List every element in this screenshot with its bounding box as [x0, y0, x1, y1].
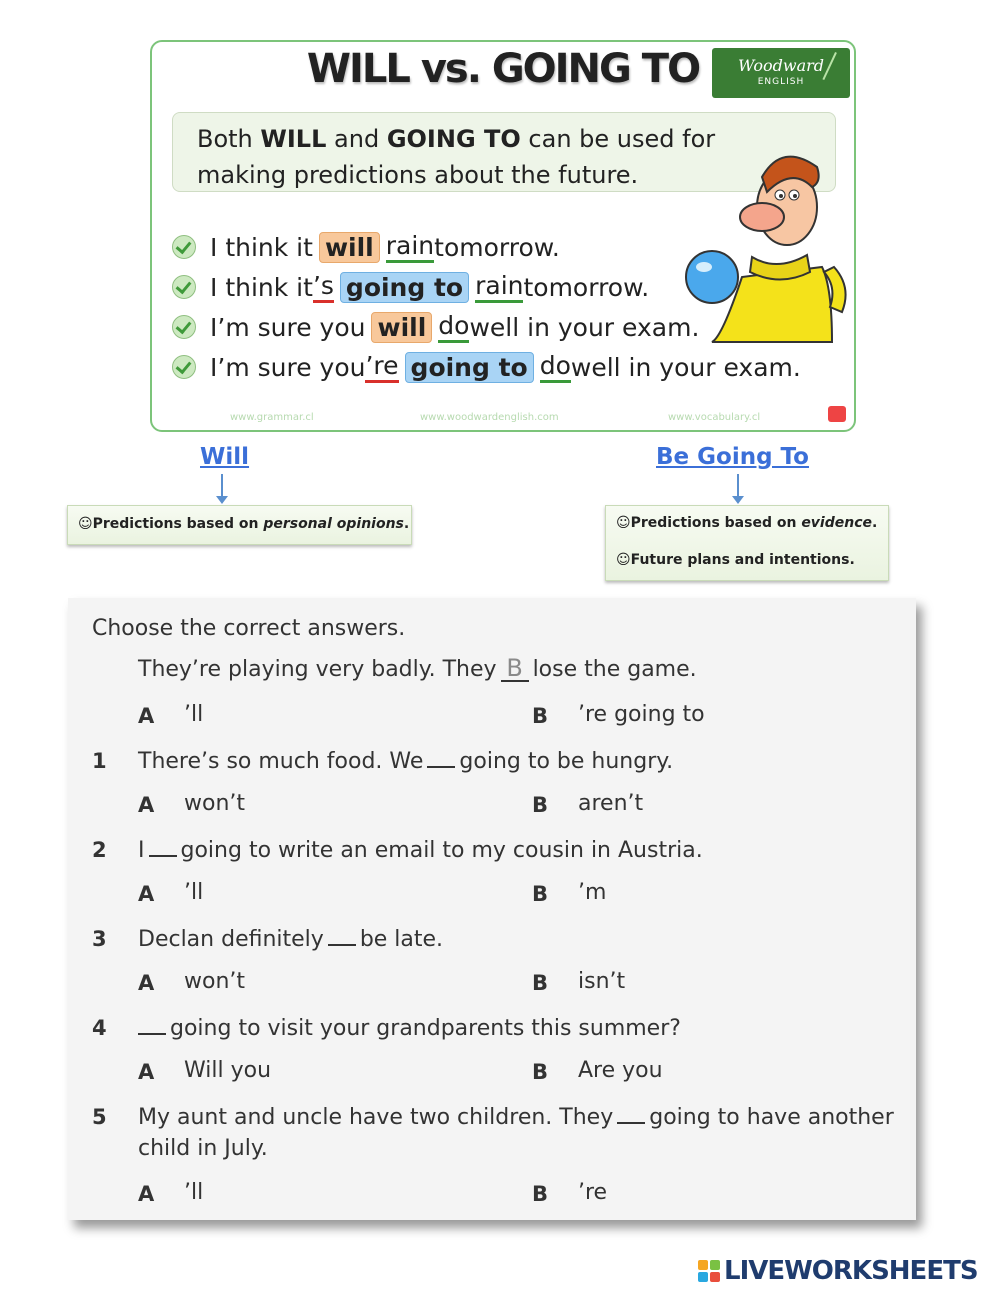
intro-going: GOING TO	[386, 125, 521, 153]
option-letter-b: B	[532, 1060, 549, 1084]
answer-blank[interactable]	[138, 1011, 166, 1035]
going-note-line-2: ☺Future plans and intentions.	[616, 552, 855, 568]
question-5-line-2: child in July.	[138, 1136, 268, 1161]
question-4	[138, 1011, 681, 1045]
question-number: 4	[92, 1016, 107, 1040]
example-option-b[interactable]: ’re going to	[578, 702, 705, 727]
ex-verb: rain	[475, 271, 523, 303]
option-letter-a: A	[138, 1182, 155, 1206]
note-emphasis: personal opinions	[263, 516, 404, 532]
option-letter-b: B	[532, 793, 549, 817]
intro-text: can be used for	[520, 125, 716, 153]
option-letter-a: A	[138, 704, 155, 728]
ex-text: well in your exam.	[469, 312, 700, 342]
liveworksheets-logo-icon	[698, 1260, 720, 1282]
ex-text: I think it	[210, 232, 313, 262]
ex-text: I’m sure you	[210, 312, 366, 342]
will-label: Will	[200, 444, 250, 470]
check-icon	[172, 355, 196, 379]
q-text: going to have another	[649, 1105, 894, 1130]
check-icon	[172, 275, 196, 299]
fortune-teller-illustration	[682, 137, 852, 347]
q2-option-b[interactable]: ’m	[578, 880, 607, 905]
grammar-slide	[150, 40, 856, 432]
option-letter-b: B	[532, 704, 549, 728]
ex-text: well in your exam.	[570, 352, 801, 382]
footer-link-woodward: www.woodwardenglish.com	[420, 412, 559, 423]
exercise-panel	[68, 598, 916, 1220]
note-text: .	[403, 516, 410, 532]
question-2	[138, 833, 703, 867]
question-number: 3	[92, 927, 107, 951]
note-text: .	[872, 515, 878, 531]
ex-text: tomorrow.	[434, 232, 560, 262]
q5-option-b[interactable]: ’re	[578, 1180, 608, 1205]
answer-blank[interactable]	[427, 744, 455, 768]
option-letter-b: B	[532, 971, 549, 995]
intro-text: Both	[197, 125, 261, 153]
note-text: ☺Predictions based on	[616, 515, 802, 531]
option-letter-a: A	[138, 882, 155, 906]
check-icon	[172, 315, 196, 339]
will-note-line	[78, 516, 409, 532]
q-text: going to visit your grandparents this summer?	[170, 1016, 681, 1041]
q-text: lose the game.	[532, 657, 697, 682]
slide-footer	[152, 412, 854, 426]
logo-square	[698, 1260, 708, 1270]
going-arrow-icon	[737, 474, 739, 498]
q5-option-a[interactable]: ’ll	[184, 1180, 204, 1205]
example-answer: B	[501, 656, 529, 682]
question-1	[138, 744, 673, 778]
q4-option-b[interactable]: Are you	[578, 1058, 663, 1083]
q3-option-b[interactable]: isn’t	[578, 969, 626, 994]
question-number: 2	[92, 838, 107, 862]
logo-main: Woodward	[738, 56, 824, 75]
answer-blank[interactable]	[617, 1100, 645, 1124]
q3-option-a[interactable]: won’t	[184, 969, 246, 994]
slide-title: WILL vs. GOING TO	[306, 46, 700, 92]
ex-contraction: ’s	[313, 271, 334, 303]
q-text: They’re playing very badly. They	[138, 657, 497, 682]
q-text: be late.	[359, 927, 444, 952]
highlight-going-to: going to	[340, 272, 469, 303]
ex-contraction: ’re	[365, 351, 398, 383]
q1-option-a[interactable]: won’t	[184, 791, 246, 816]
going-note-line-1	[616, 515, 877, 531]
liveworksheets-brand	[698, 1256, 978, 1286]
option-letter-b: B	[532, 1182, 549, 1206]
woodward-logo	[712, 48, 850, 98]
q-text: I	[138, 838, 145, 863]
will-note	[67, 505, 412, 545]
instruction: Choose the correct answers.	[92, 616, 406, 641]
ex-verb: do	[540, 351, 571, 383]
footer-link-vocabulary: www.vocabulary.cl	[668, 412, 761, 423]
intro-line-2: making predictions about the future.	[197, 161, 639, 189]
note-text: ☺Predictions based on	[78, 516, 264, 532]
highlight-will: will	[371, 312, 432, 343]
q2-option-a[interactable]: ’ll	[184, 880, 204, 905]
example-option-a[interactable]: ’ll	[184, 702, 204, 727]
q-text: going to be hungry.	[459, 749, 674, 774]
option-letter-b: B	[532, 882, 549, 906]
question-number: 5	[92, 1105, 107, 1129]
ex-verb: rain	[386, 231, 434, 263]
intro-will: WILL	[260, 125, 327, 153]
example-question	[138, 654, 697, 686]
question-number: 1	[92, 749, 107, 773]
q1-option-b[interactable]: aren’t	[578, 791, 644, 816]
q-text: There’s so much food. We	[138, 749, 424, 774]
ex-verb: do	[438, 311, 469, 343]
logo-square	[698, 1272, 708, 1282]
video-icon	[828, 406, 846, 422]
q-text: My aunt and uncle have two children. They	[138, 1105, 614, 1130]
check-icon	[172, 235, 196, 259]
q4-option-a[interactable]: Will you	[184, 1058, 272, 1083]
highlight-will: will	[319, 232, 380, 263]
ex-text: I’m sure you	[210, 352, 366, 382]
q-text: Declan definitely	[138, 927, 324, 952]
be-going-to-label: Be Going To	[656, 444, 809, 470]
answer-blank[interactable]	[328, 922, 356, 946]
example-sentence-4	[172, 347, 832, 387]
will-arrow-icon	[221, 474, 223, 498]
intro-text: and	[326, 125, 387, 153]
note-emphasis: evidence	[801, 515, 873, 531]
option-letter-a: A	[138, 1060, 155, 1084]
option-letter-a: A	[138, 793, 155, 817]
brand-name: LIVEWORKSHEETS	[724, 1256, 978, 1286]
logo-sub: ENGLISH	[757, 77, 805, 87]
answer-blank[interactable]	[149, 833, 177, 857]
question-5	[138, 1100, 894, 1134]
ex-text: tomorrow.	[523, 272, 650, 302]
option-letter-a: A	[138, 971, 155, 995]
q-text: going to write an email to my cousin in Austria.	[180, 838, 703, 863]
going-note	[605, 505, 889, 581]
highlight-going-to: going to	[405, 352, 534, 383]
question-3	[138, 922, 443, 956]
footer-link-grammar: www.grammar.cl	[230, 412, 314, 423]
ex-text: I think it	[210, 272, 313, 302]
logo-square	[710, 1260, 720, 1270]
logo-square	[710, 1272, 720, 1282]
